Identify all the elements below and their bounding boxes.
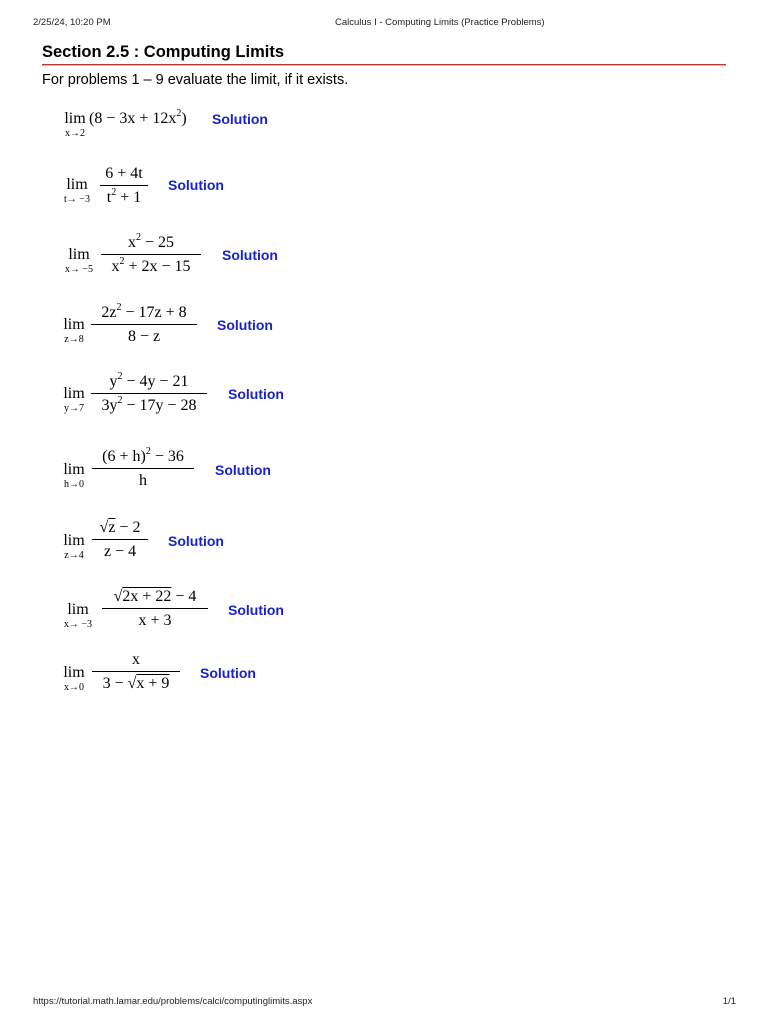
fraction-bar [101, 254, 201, 255]
sqrt-icon: √ [113, 588, 123, 605]
fraction-denominator: $t^2 + 1$ [106, 187, 142, 206]
limit-operator: lim h→0 [60, 461, 88, 491]
solution-link-8[interactable]: Solution [228, 602, 284, 618]
limit-fraction [92, 518, 148, 562]
limit-fraction [91, 372, 207, 416]
solution-link-2[interactable]: Solution [168, 177, 224, 193]
solution-link-3[interactable]: Solution [222, 247, 278, 263]
fraction-denominator: 3 − √x + 9 [102, 675, 170, 692]
limit-operator: lim x→ −3 [58, 601, 98, 631]
fraction-bar [91, 393, 207, 394]
solution-link-4[interactable]: Solution [217, 317, 273, 333]
fraction-bar [100, 185, 148, 186]
fraction-denominator: x + 3 [138, 612, 172, 629]
problem-instructions: For problems 1 – 9 evaluate the limit, if it exists. [42, 72, 349, 88]
limit-operator: lim x→ −5 [60, 246, 98, 276]
print-footer [33, 996, 736, 1010]
fraction-bar [92, 468, 194, 469]
limit-fraction [102, 587, 208, 631]
limit-expression: $(8 - 3x + 12x^2)$ [89, 108, 187, 127]
print-page-number: 1/1 [722, 996, 736, 1007]
limit-operator: lim z→8 [60, 316, 88, 346]
fraction-denominator: $3y^2 - 17y - 28$ [101, 395, 197, 414]
fraction-bar [91, 324, 197, 325]
fraction-numerator: 6 + 4t [105, 165, 143, 182]
solution-link-1[interactable]: Solution [212, 111, 268, 127]
limit-subscript: y→7 [64, 403, 84, 414]
limit-subscript: t→ −3 [64, 194, 90, 205]
fraction-numerator: √2x + 22 − 4 [113, 588, 197, 605]
limit-operator: lim z→4 [60, 532, 88, 562]
fraction-numerator: $2z^2 - 17z + 8$ [101, 302, 187, 321]
print-datetime: 2/25/24, 10:20 PM [33, 17, 111, 28]
limit-fraction [100, 164, 148, 208]
solution-link-7[interactable]: Solution [168, 533, 224, 549]
fraction-numerator: $x^2 - 25$ [127, 232, 175, 251]
limit-subscript: h→0 [64, 479, 84, 490]
limit-subscript: x→2 [65, 128, 85, 139]
solution-link-9[interactable]: Solution [200, 665, 256, 681]
limit-subscript: z→4 [64, 550, 84, 561]
print-header [33, 17, 736, 31]
fraction-bar [92, 671, 180, 672]
solution-link-6[interactable]: Solution [215, 462, 271, 478]
limit-operator: lim x→0 [60, 664, 88, 694]
limit-fraction [92, 650, 180, 694]
sqrt-icon: √ [127, 675, 137, 692]
limit-subscript: x→ −3 [63, 619, 93, 630]
fraction-numerator: $(6 + h)^2 - 36$ [102, 446, 184, 465]
fraction-denominator: z − 4 [103, 543, 137, 560]
fraction-denominator: 8 − z [127, 328, 161, 345]
limit-subscript: z→8 [64, 334, 84, 345]
fraction-bar [102, 608, 208, 609]
limit-fraction [101, 233, 201, 277]
limit-operator: lim x→2 [60, 110, 90, 140]
fraction-denominator: $x^2 + 2x - 15$ [111, 256, 191, 275]
fraction-numerator: √z − 2 [99, 519, 141, 536]
limit-operator: lim y→7 [60, 385, 88, 415]
limit-operator: lim t→ −3 [58, 176, 96, 206]
print-page-title: Calculus I - Computing Limits (Practice Problems) [335, 17, 545, 28]
limit-subscript: x→ −5 [64, 264, 94, 275]
fraction-numerator: $y^2 - 4y - 21$ [109, 371, 189, 390]
fraction-denominator: h [139, 472, 147, 489]
limit-fraction [92, 447, 194, 491]
limit-fraction [91, 303, 197, 347]
section-title: Section 2.5 : Computing Limits [42, 43, 285, 61]
fraction-bar [92, 539, 148, 540]
sqrt-icon: √ [99, 519, 109, 536]
fraction-numerator: x [132, 651, 140, 668]
limit-subscript: x→0 [64, 682, 84, 693]
solution-link-5[interactable]: Solution [228, 386, 284, 402]
title-divider [42, 64, 726, 66]
print-url: https://tutorial.math.lamar.edu/problems/calci/computinglimits.aspx [33, 996, 313, 1007]
